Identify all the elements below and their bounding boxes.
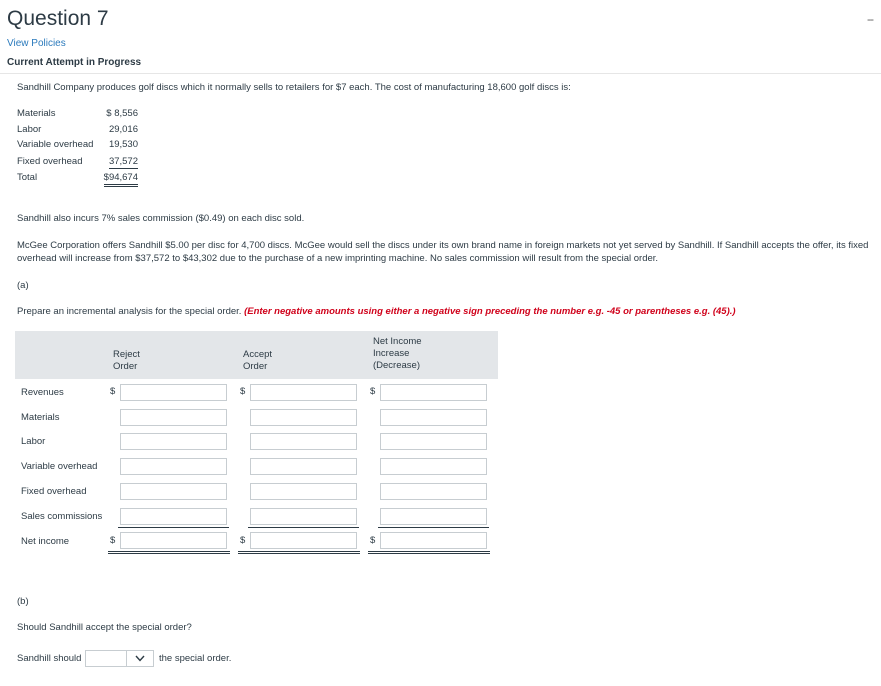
- part-b-question: Should Sandhill accept the special order?: [17, 622, 192, 633]
- cost-value: 29,016: [108, 124, 138, 135]
- currency-symbol: $: [110, 386, 116, 397]
- net-income-accept-input[interactable]: [250, 532, 357, 549]
- accept-reject-select[interactable]: [85, 650, 154, 667]
- offer-text-line1: McGee Corporation offers Sandhill $5.00 per disc for 4,700 discs. McGee would sell the discs under its own brand name in foreign markets not yet served by Sandhill. If Sandhill accepts the offer, its fixed: [17, 240, 869, 251]
- total-double-rule: [108, 551, 230, 554]
- subtotal-rule: [248, 527, 359, 528]
- variable-overhead-reject-input[interactable]: [120, 458, 227, 475]
- attempt-status: Current Attempt in Progress: [7, 57, 142, 68]
- cost-value: $ 8,556: [106, 108, 138, 119]
- net-income-reject-input[interactable]: [120, 532, 227, 549]
- part-b-label: (b): [17, 596, 29, 607]
- currency-symbol: $: [240, 535, 246, 546]
- chevron-down-icon[interactable]: [126, 651, 153, 666]
- sales-commissions-reject-input[interactable]: [120, 508, 227, 525]
- problem-intro: Sandhill Company produces golf discs which it normally sells to retailers for $7 each. The cost of manufacturing 18,600 golf discs is:: [17, 82, 571, 93]
- variable-overhead-net-input[interactable]: [380, 458, 487, 475]
- currency-symbol: $: [370, 535, 376, 546]
- row-label-revenues: Revenues: [21, 387, 64, 398]
- subtotal-rule: [118, 527, 229, 528]
- cost-value: 19,530: [108, 139, 138, 150]
- variable-overhead-accept-input[interactable]: [250, 458, 357, 475]
- total-double-rule: [368, 551, 490, 554]
- cost-label: Materials: [17, 108, 56, 119]
- header-divider: [0, 73, 881, 74]
- revenues-accept-input[interactable]: [250, 384, 357, 401]
- revenues-reject-input[interactable]: [120, 384, 227, 401]
- fixed-overhead-reject-input[interactable]: [120, 483, 227, 500]
- currency-symbol: $: [240, 386, 246, 397]
- sales-commissions-accept-input[interactable]: [250, 508, 357, 525]
- total-double-rule: [238, 551, 360, 554]
- labor-reject-input[interactable]: [120, 433, 227, 450]
- row-label-sales-commissions: Sales commissions: [21, 511, 103, 522]
- row-label-fixed-overhead: Fixed overhead: [21, 486, 87, 497]
- row-label-labor: Labor: [21, 436, 46, 447]
- offer-text-line2: overhead will increase from $37,572 to $43,302 due to the purchase of a new imprinting machine. No sales commission will result from the special order.: [17, 253, 659, 264]
- fixed-overhead-net-input[interactable]: [380, 483, 487, 500]
- instruction-note: (Enter negative amounts using either a negative sign preceding the number e.g. -45 or parentheses e.g. (45).): [244, 306, 736, 317]
- answer-prefix: Sandhill should: [17, 653, 82, 664]
- currency-symbol: $: [110, 535, 116, 546]
- row-label-net-income: Net income: [21, 536, 70, 547]
- column-header-reject: Reject Order: [113, 349, 140, 372]
- column-header-accept: Accept Order: [243, 349, 273, 372]
- labor-accept-input[interactable]: [250, 433, 357, 450]
- instruction-text: Prepare an incremental analysis for the special order.: [17, 306, 242, 317]
- commission-text: Sandhill also incurs 7% sales commission ($0.49) on each disc sold.: [17, 213, 305, 224]
- row-label-materials: Materials: [21, 412, 60, 423]
- cost-label: Total: [17, 172, 38, 183]
- labor-net-input[interactable]: [380, 433, 487, 450]
- materials-accept-input[interactable]: [250, 409, 357, 426]
- net-income-net-input[interactable]: [380, 532, 487, 549]
- answer-suffix: the special order.: [159, 653, 232, 664]
- cost-total-value: $94,674: [104, 172, 138, 187]
- currency-symbol: $: [370, 386, 376, 397]
- cost-label: Labor: [17, 124, 42, 135]
- sales-commissions-net-input[interactable]: [380, 508, 487, 525]
- fixed-overhead-accept-input[interactable]: [250, 483, 357, 500]
- page-title: Question 7: [7, 7, 109, 30]
- part-a-label: (a): [17, 280, 29, 291]
- materials-net-input[interactable]: [380, 409, 487, 426]
- analysis-table-header: [15, 331, 498, 379]
- cost-label: Fixed overhead: [17, 156, 83, 167]
- cost-value: 37,572: [108, 156, 138, 167]
- column-header-net-income: Net Income Increase (Decrease): [373, 336, 422, 371]
- materials-reject-input[interactable]: [120, 409, 227, 426]
- more-menu-icon[interactable]: --: [867, 12, 873, 26]
- revenues-net-input[interactable]: [380, 384, 487, 401]
- row-label-variable-overhead: Variable overhead: [21, 461, 98, 472]
- cost-label: Variable overhead: [17, 139, 94, 150]
- subtotal-rule: [378, 527, 489, 528]
- part-a-instruction: [17, 306, 736, 317]
- view-policies-link[interactable]: View Policies: [7, 38, 66, 49]
